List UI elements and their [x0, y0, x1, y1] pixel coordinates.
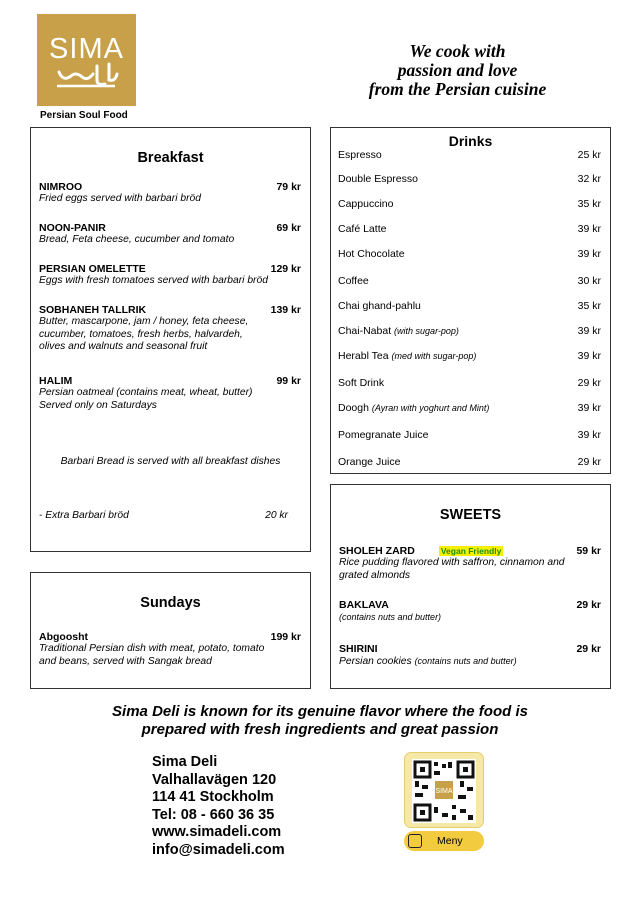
drink-price: 29 kr: [577, 456, 601, 468]
tagline-line: We cook with: [409, 41, 506, 61]
contact-address: [152, 754, 285, 859]
item-description: Eggs with fresh tomatoes served with barbari bröd: [39, 275, 268, 286]
item-price: 99 kr: [276, 375, 301, 387]
vegan-badge: Vegan Friendly: [440, 546, 502, 556]
drink-name: Cappuccino: [338, 198, 394, 210]
slogan: [0, 703, 640, 739]
item-name: HALIM: [39, 375, 73, 387]
drink-item: [338, 456, 601, 468]
qr-logo-text: SIMA: [435, 788, 453, 795]
drink-name: Orange Juice: [338, 456, 401, 468]
drink-price: 39 kr: [577, 429, 601, 441]
drink-item: [338, 377, 601, 389]
bread-note: Barbari Bread is served with all breakfast dishes: [60, 456, 281, 467]
website-link[interactable]: www.simadeli.com: [152, 824, 282, 840]
drink-name: Double Espresso: [338, 173, 418, 185]
slogan-line: Sima Deli is known for its genuine flavor where the food is: [112, 703, 528, 720]
section-title: SWEETS: [439, 507, 502, 523]
drink-price: 39 kr: [577, 325, 601, 337]
qr-code-image: [412, 759, 476, 823]
sundays-section: [30, 572, 311, 689]
address-line: Sima Deli: [152, 754, 218, 770]
item-description: cucumber, tomatoes, fresh herbs, halvardeh,: [39, 328, 243, 340]
tagline: [330, 42, 585, 99]
item-description: Bread, Feta cheese, cucumber and tomato: [39, 234, 235, 245]
menu-item: [39, 304, 301, 354]
drink-name: Coffee: [338, 275, 369, 287]
sima-deli-logo: [37, 14, 136, 106]
item-description: Fried eggs served with barbari bröd: [39, 193, 201, 204]
address-line: 114 41 Stockholm: [152, 789, 274, 805]
drink-item: [338, 248, 601, 260]
drink-name: Hot Chocolate: [338, 248, 405, 260]
drink-price: 35 kr: [577, 300, 601, 312]
menu-item: [339, 643, 601, 669]
drink-name: Espresso: [338, 149, 382, 161]
drink-name: Pomegranate Juice: [338, 429, 429, 441]
drink-name: Soft Drink: [338, 377, 385, 389]
drink-name: Herabl Tea: [338, 350, 389, 362]
phone: Tel: 08 - 660 36 35: [152, 806, 275, 823]
drink-name: Café Latte: [338, 223, 387, 235]
item-price: 59 kr: [576, 545, 601, 557]
slogan-line: prepared with fresh ingredients and great passion: [141, 721, 499, 738]
drink-note: (with sugar-pop): [394, 326, 459, 336]
drink-note: (med with sugar-pop): [391, 351, 477, 361]
item-price: 79 kr: [276, 181, 301, 193]
item-name: NIMROO: [39, 181, 83, 193]
qr-icon: [412, 759, 476, 823]
menu-item: [339, 599, 601, 624]
item-description: Butter, mascarpone, jam / honey, feta cheese,: [39, 316, 249, 327]
item-name: SOBHANEH TALLRIK: [39, 304, 147, 316]
menu-button[interactable]: [404, 831, 484, 851]
drink-item: [338, 325, 601, 337]
address-line: Valhallavägen 120: [152, 771, 277, 788]
phone-icon: [408, 834, 422, 848]
logo-caption: Persian Soul Food: [40, 110, 128, 121]
logo-text: SIMA: [49, 33, 124, 65]
item-name: NOON-PANIR: [39, 222, 106, 234]
drink-price: 35 kr: [577, 198, 601, 210]
drink-item: [338, 350, 601, 362]
drink-price: 32 kr: [577, 173, 601, 185]
item-description: (contains nuts and butter): [339, 612, 442, 622]
item-name: BAKLAVA: [339, 599, 389, 611]
item-description: grated almonds: [339, 569, 410, 581]
drink-price: 39 kr: [577, 248, 601, 260]
item-description: Persian cookies: [339, 656, 412, 667]
menu-item: [39, 263, 301, 288]
menu-item: [39, 375, 301, 412]
extra-item-price: 20 kr: [265, 510, 288, 521]
drink-price: 30 kr: [577, 275, 601, 287]
logo-mark: [37, 14, 136, 106]
item-description: Rice pudding flavored with saffron, cinnamon and: [339, 557, 565, 568]
drink-item: [338, 173, 601, 185]
tagline-line: passion and love: [397, 60, 518, 80]
drink-price: 39 kr: [577, 350, 601, 362]
section-title: Sundays: [140, 595, 201, 611]
drink-name: Chai ghand-pahlu: [338, 300, 421, 312]
drink-name: Doogh: [338, 402, 369, 414]
section-title: Drinks: [448, 133, 493, 149]
drink-item: [338, 275, 601, 287]
item-note: (contains nuts and butter): [414, 656, 517, 666]
item-price: 29 kr: [576, 599, 601, 611]
item-price: 69 kr: [276, 222, 301, 234]
item-name: Abgoosht: [39, 631, 88, 643]
qr-code[interactable]: [404, 752, 484, 828]
drink-price: 25 kr: [577, 149, 601, 161]
drinks-section: [330, 127, 611, 474]
drink-item: [338, 149, 601, 161]
drink-item: [338, 402, 601, 414]
item-name: SHOLEH ZARD: [339, 545, 415, 557]
sweets-section: [330, 484, 611, 689]
item-description: Traditional Persian dish with meat, potato, tomato: [39, 643, 265, 654]
tagline-line: from the Persian cuisine: [368, 79, 547, 99]
item-description: Persian oatmeal (contains meat, wheat, butter): [39, 387, 253, 398]
menu-item: [39, 181, 301, 206]
section-title: Breakfast: [137, 150, 204, 166]
drink-item: [338, 300, 601, 312]
breakfast-section: [30, 127, 311, 552]
item-price: 139 kr: [270, 304, 301, 316]
drink-item: [338, 429, 601, 441]
drink-item: [338, 223, 601, 235]
menu-item: [39, 222, 301, 247]
menu-item: [339, 545, 601, 582]
email-link[interactable]: info@simadeli.com: [152, 841, 285, 858]
extra-item-label: - Extra Barbari bröd: [39, 510, 129, 521]
drink-name: Chai-Nabat: [338, 325, 392, 337]
item-name: SHIRINI: [339, 643, 378, 655]
drink-price: 29 kr: [577, 377, 601, 389]
item-price: 199 kr: [270, 631, 301, 643]
item-price: 29 kr: [576, 643, 601, 655]
item-name: PERSIAN OMELETTE: [39, 263, 146, 275]
menu-button-label: Meny: [437, 835, 463, 847]
drink-price: 39 kr: [577, 223, 601, 235]
item-description: olives and walnuts and seasonal fruit: [39, 341, 208, 352]
drink-note: (Ayran with yoghurt and Mint): [371, 403, 490, 413]
drink-price: 39 kr: [577, 402, 601, 414]
item-price: 129 kr: [270, 263, 301, 275]
item-description: Served only on Saturdays: [39, 399, 157, 411]
menu-item: [39, 631, 301, 668]
drink-item: [338, 198, 601, 210]
item-description: and beans, served with Sangak bread: [39, 655, 212, 667]
